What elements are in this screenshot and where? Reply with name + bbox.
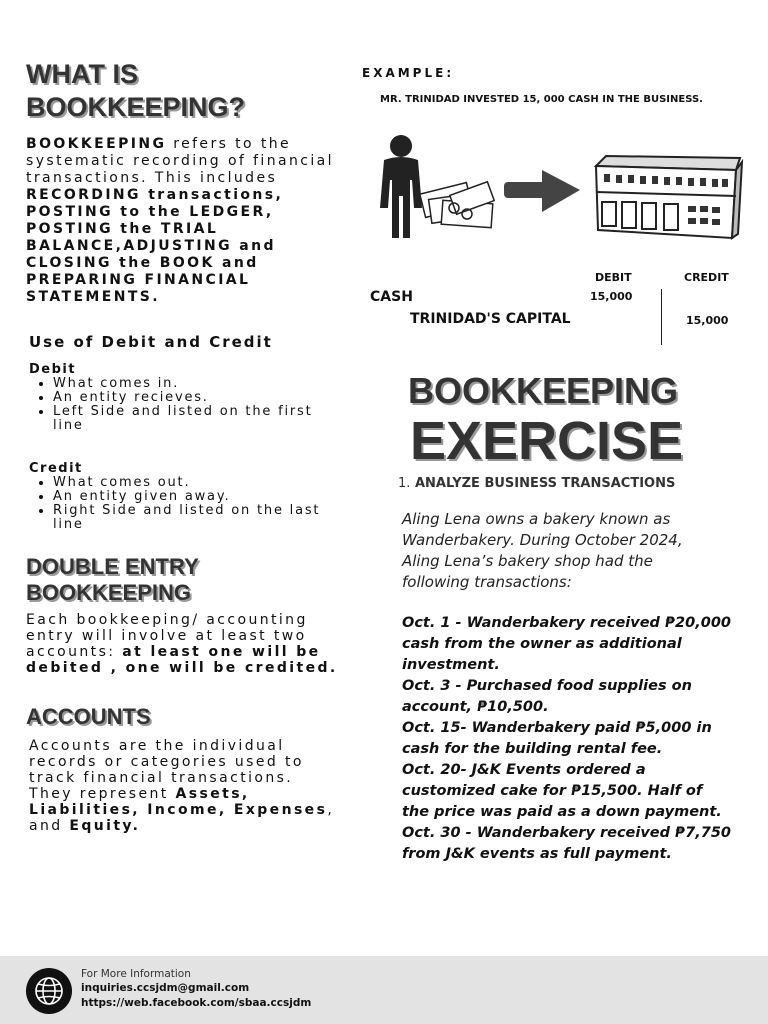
journal-account-capital: TRINIDAD'S CAPITAL xyxy=(410,311,571,327)
double-entry-line-2: BOOKKEEPING xyxy=(26,580,192,605)
step-number: 1. xyxy=(398,476,411,491)
example-label: EXAMPLE: xyxy=(362,66,455,80)
list-item: Oct. 1 - Wanderbakery received ₱20,000 cash from the owner as additional investment. xyxy=(402,615,732,673)
double-entry-line-1: DOUBLE ENTRY xyxy=(26,554,199,579)
list-item: Oct. 3 - Purchased food supplies on account, ₱10,500. xyxy=(402,678,692,715)
definition-paragraph xyxy=(26,136,336,306)
credit-heading: Credit xyxy=(29,461,83,476)
accounts-equity: Equity. xyxy=(69,818,141,834)
exercise-title-line-1: BOOKKEEPING xyxy=(408,370,679,411)
double-entry-paragraph xyxy=(26,612,341,676)
accounts-types: Assets, Liabilities, Income, Expenses xyxy=(29,786,328,818)
title-line-1: WHAT IS xyxy=(26,59,138,89)
list-item: • Right Side and listed on the last line xyxy=(53,504,329,532)
journal-divider xyxy=(661,289,662,345)
page-title xyxy=(26,58,326,124)
debit-heading: Debit xyxy=(29,362,77,377)
double-entry-text: Each bookkeeping/ accounting entry will involve at least two accounts: xyxy=(26,612,308,660)
footer-label: For More Information xyxy=(81,968,191,980)
footer-email-link[interactable]: inquiries.ccsjdm@gmail.com xyxy=(81,982,250,994)
globe-icon xyxy=(26,968,72,1014)
accounts-text: Accounts are the individual records or categories used to track financial transactions. They represent xyxy=(29,738,304,802)
debit-list xyxy=(29,377,329,433)
person-icon xyxy=(380,135,422,238)
accounts-heading: ACCOUNTS xyxy=(26,704,151,729)
exercise-intro: Aling Lena owns a bakery known as Wanderbakery. During October 2024, Aling Lena’s bakery shop had the following transactions: xyxy=(402,510,683,591)
journal-account-cash: CASH xyxy=(370,289,413,305)
credit-list xyxy=(29,476,329,532)
debit-section xyxy=(29,362,329,433)
exercise-step xyxy=(398,476,675,491)
list-item: • Left Side and listed on the first line xyxy=(53,405,329,433)
list-item: • What comes out. xyxy=(53,476,329,490)
list-item: • An entity given away. xyxy=(53,490,329,504)
credit-column-header: CREDIT xyxy=(684,271,729,284)
arrow-right-icon xyxy=(504,170,580,212)
definition-bold-term: BOOKKEEPING xyxy=(26,136,167,152)
investment-illustration xyxy=(370,130,750,245)
debit-credit-heading: Use of Debit and Credit xyxy=(29,333,273,351)
building-icon xyxy=(596,156,742,238)
step-text: ANALYZE BUSINESS TRANSACTIONS xyxy=(414,476,676,491)
title-line-2: BOOKKEEPING? xyxy=(26,92,246,122)
exercise-title-line-2: EXERCISE xyxy=(410,411,684,471)
definition-text: refers to the systematic recording of financial transactions. This includes xyxy=(26,136,334,186)
footer-facebook-link[interactable]: https://web.facebook.com/sbaa.ccsjdm xyxy=(81,997,312,1009)
double-entry-heading xyxy=(26,554,199,606)
list-item: Oct. 30 - Wanderbakery received ₱7,750 from J&K events as full payment. xyxy=(402,825,732,862)
list-item: Oct. 15- Wanderbakery paid ₱5,000 in cash for the building rental fee. xyxy=(402,720,712,757)
list-item: • An entity recieves. xyxy=(53,391,329,405)
example-text: MR. TRINIDAD INVESTED 15, 000 CASH IN THE BUSINESS. xyxy=(380,94,703,105)
accounts-paragraph xyxy=(29,738,339,834)
credit-section xyxy=(29,461,329,532)
debit-column-header: DEBIT xyxy=(595,271,632,284)
journal-credit-amount: 15,000 xyxy=(686,314,729,327)
definition-bold-list: RECORDING transactions, POSTING to the LEDGER, POSTING the TRIAL BALANCE,ADJUSTING and CLOSING the BOOK and PREPARING FINANCIAL STATEMENTS. xyxy=(26,187,284,305)
list-item: Oct. 20- J&K Events ordered a customized cake for ₱15,500. Half of the price was paid as a down payment. xyxy=(402,762,722,820)
money-stack-icon xyxy=(420,182,494,228)
double-entry-bold: at least one will be debited , one will be credited. xyxy=(26,644,338,676)
accounts-and: , and xyxy=(29,802,335,834)
transaction-list xyxy=(402,613,732,865)
list-item: • What comes in. xyxy=(53,377,329,391)
journal-debit-amount: 15,000 xyxy=(590,290,633,303)
